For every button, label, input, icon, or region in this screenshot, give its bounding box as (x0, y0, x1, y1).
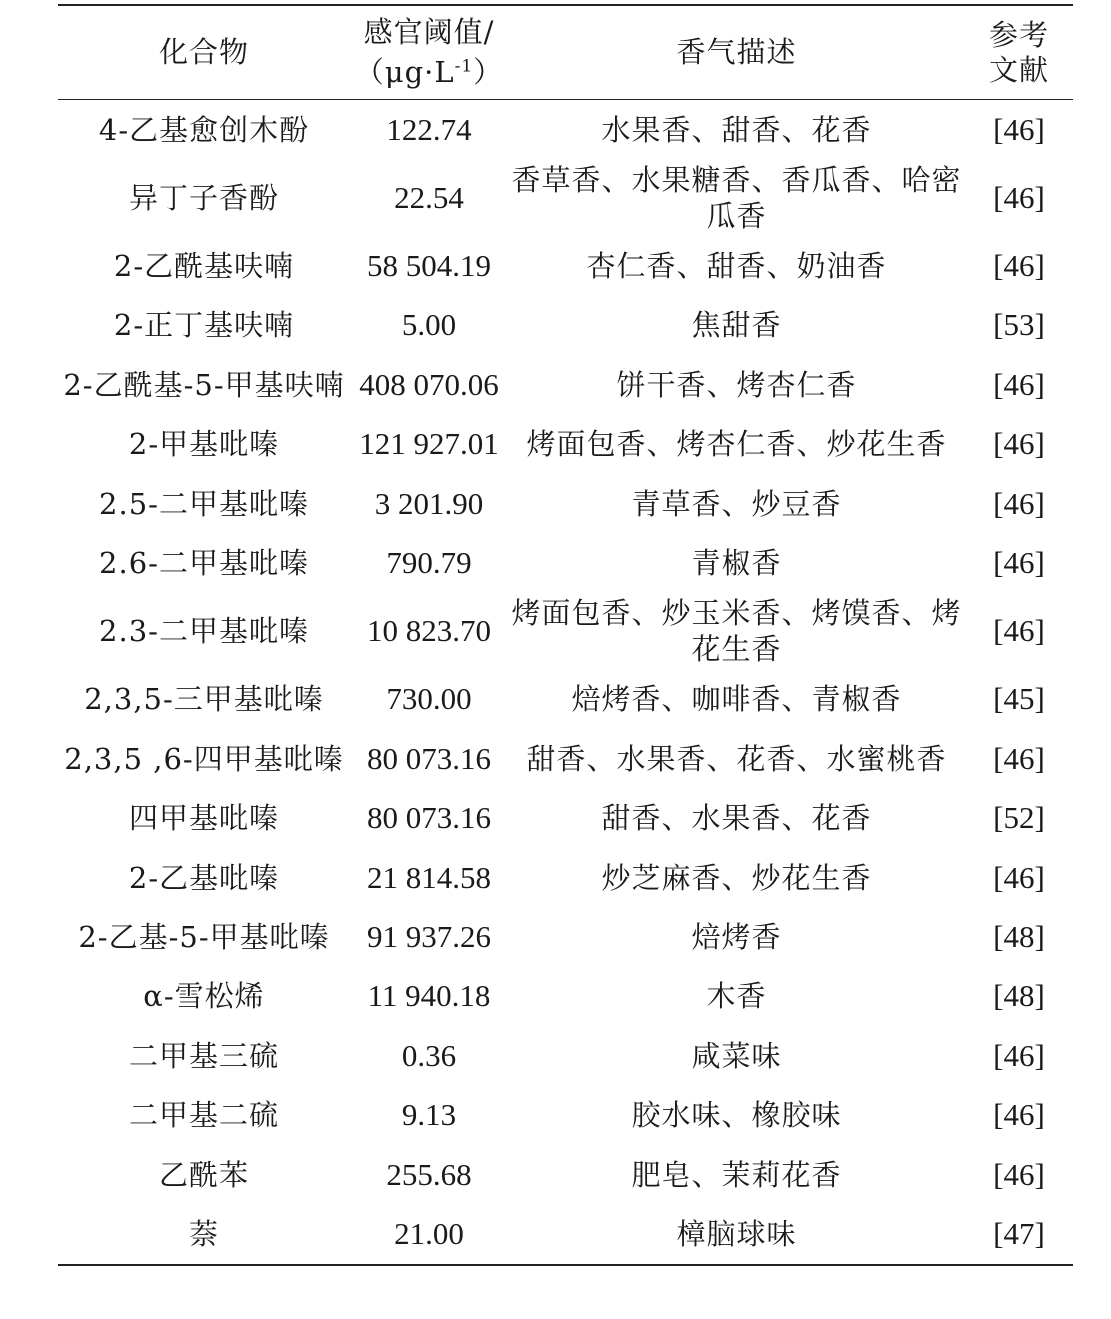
threshold-cell: 11 940.18 (367, 978, 491, 1014)
reference-cell: [52] (993, 800, 1045, 836)
threshold-cell: 22.54 (394, 179, 464, 215)
aroma-description-cell: 烤面包香、炒玉米香、烤馍香、烤 花生香 (511, 596, 962, 667)
table-row (58, 848, 1073, 907)
header-aroma (508, 5, 965, 100)
reference-cell: [46] (993, 248, 1045, 284)
threshold-cell: 9.13 (401, 1097, 457, 1133)
table-row (58, 533, 1073, 592)
compound-name-cell: 2.6-二甲基吡嗪 (99, 546, 309, 581)
reference-cell: [53] (993, 307, 1045, 343)
reference-cell: [46] (993, 426, 1045, 462)
aroma-description-cell: 焙烤香、咖啡香、青椒香 (571, 682, 902, 717)
compound-name-cell: 二甲基二硫 (128, 1098, 279, 1133)
aroma-description-cell: 炒芝麻香、炒花生香 (601, 860, 872, 895)
compound-table-container (58, 4, 1073, 1266)
table-row (58, 789, 1073, 848)
aroma-description-cell: 水果香、甜香、花香 (601, 112, 872, 147)
aroma-description-cell: 胶水味、橡胶味 (631, 1098, 842, 1133)
reference-cell: [46] (993, 613, 1045, 649)
threshold-cell: 790.79 (386, 545, 472, 581)
threshold-cell: 408 070.06 (359, 366, 499, 402)
threshold-cell: 0.36 (401, 1037, 457, 1073)
compound-name-cell: 2.3-二甲基吡嗪 (99, 614, 309, 649)
compound-name-cell: 2,3,5-三甲基吡嗪 (84, 682, 324, 717)
header-threshold-sup: -1 (454, 56, 474, 77)
aroma-description-cell: 甜香、水果香、花香、水蜜桃香 (526, 741, 947, 776)
reference-cell: [45] (993, 681, 1045, 717)
compound-name-cell: 二甲基三硫 (128, 1038, 279, 1073)
header-ref-line1: 参考 (988, 17, 1049, 52)
table-header (58, 5, 1073, 100)
threshold-cell: 10 823.70 (367, 613, 491, 649)
threshold-cell: 5.00 (401, 307, 457, 343)
aroma-description-cell: 烤面包香、烤杏仁香、炒花生香 (526, 427, 947, 462)
compound-name-cell: 2,3,5 ,6-四甲基吡嗪 (64, 741, 344, 776)
reference-cell: [48] (993, 918, 1045, 954)
table-row (58, 159, 1073, 236)
header-ref-line2: 文献 (988, 52, 1049, 87)
table-row (58, 670, 1073, 729)
compound-name-cell: 2.5-二甲基吡嗪 (99, 486, 309, 521)
table-row (58, 296, 1073, 355)
aroma-description-cell: 木香 (706, 979, 767, 1014)
aroma-description-cell: 甜香、水果香、花香 (601, 801, 872, 836)
compound-name-cell: α-雪松烯 (143, 979, 265, 1014)
threshold-cell: 58 504.19 (367, 248, 491, 284)
compound-name-cell: 四甲基吡嗪 (128, 801, 279, 836)
table-row (58, 415, 1073, 474)
compound-name-cell: 4-乙基愈创木酚 (98, 112, 310, 147)
header-threshold (350, 5, 508, 100)
reference-cell: [48] (993, 978, 1045, 1014)
header-threshold-line2 (355, 55, 503, 89)
compound-name-cell: 异丁子香酚 (128, 180, 279, 215)
threshold-cell: 121 927.01 (359, 426, 499, 462)
header-compound (58, 5, 350, 100)
header-threshold-line1: 感官阈值/ (363, 14, 495, 49)
table-row (58, 236, 1073, 295)
header-row (58, 5, 1073, 100)
aroma-description-cell: 焙烤香 (691, 919, 782, 954)
compound-name-cell: 2-乙酰基-5-甲基呋喃 (63, 367, 345, 402)
reference-cell: [46] (993, 111, 1045, 147)
table-row (58, 967, 1073, 1026)
table-row (58, 1204, 1073, 1264)
reference-cell: [46] (993, 1156, 1045, 1192)
reference-cell: [46] (993, 179, 1045, 215)
aroma-description-cell: 饼干香、烤杏仁香 (616, 367, 857, 402)
table-row (58, 1085, 1073, 1144)
table-row (58, 1145, 1073, 1204)
threshold-cell: 80 073.16 (367, 800, 491, 836)
reference-cell: [46] (993, 485, 1045, 521)
compound-name-cell: 2-乙酰基呋喃 (113, 249, 295, 284)
header-reference (965, 5, 1073, 100)
table-row (58, 907, 1073, 966)
table-body (58, 100, 1073, 1265)
table-row (58, 729, 1073, 788)
reference-cell: [46] (993, 545, 1045, 581)
reference-cell: [46] (993, 859, 1045, 895)
threshold-cell: 122.74 (386, 111, 472, 147)
aroma-description-cell: 青草香、炒豆香 (631, 486, 842, 521)
aroma-description-cell: 咸菜味 (691, 1038, 782, 1073)
table-row (58, 355, 1073, 414)
compound-name-cell: 2-正丁基呋喃 (113, 308, 295, 343)
aroma-description-cell: 焦甜香 (691, 308, 782, 343)
reference-cell: [46] (993, 1037, 1045, 1073)
reference-cell: [46] (993, 1097, 1045, 1133)
compound-name-cell: 2-乙基吡嗪 (128, 860, 280, 895)
header-threshold-close: ） (473, 55, 504, 90)
reference-cell: [46] (993, 740, 1045, 776)
table-row (58, 1026, 1073, 1085)
aroma-description-cell: 樟脑球味 (676, 1216, 797, 1251)
compound-name-cell: 萘 (188, 1216, 219, 1251)
reference-cell: [47] (993, 1215, 1045, 1251)
header-compound-text: 化合物 (158, 35, 249, 69)
table-row (58, 100, 1073, 160)
compound-name-cell: 乙酰苯 (158, 1157, 249, 1192)
aroma-compound-table (58, 4, 1073, 1266)
threshold-cell: 91 937.26 (367, 918, 491, 954)
threshold-cell: 21.00 (394, 1215, 464, 1251)
reference-cell: [46] (993, 366, 1045, 402)
aroma-description-cell: 肥皂、茉莉花香 (631, 1157, 842, 1192)
aroma-description-cell: 杏仁香、甜香、奶油香 (586, 249, 887, 284)
header-aroma-text: 香气描述 (676, 35, 797, 69)
aroma-description-cell: 香草香、水果糖香、香瓜香、哈密 瓜香 (511, 162, 962, 233)
compound-name-cell: 2-乙基-5-甲基吡嗪 (78, 919, 330, 954)
compound-name-cell: 2-甲基吡嗪 (128, 427, 280, 462)
aroma-description-cell: 青椒香 (691, 546, 782, 581)
threshold-cell: 80 073.16 (367, 740, 491, 776)
table-row (58, 474, 1073, 533)
threshold-cell: 3 201.90 (374, 485, 484, 521)
threshold-cell: 255.68 (386, 1156, 472, 1192)
threshold-cell: 730.00 (386, 681, 472, 717)
table-row (58, 593, 1073, 670)
header-threshold-unit: （μg·L (354, 55, 455, 90)
threshold-cell: 21 814.58 (367, 859, 491, 895)
